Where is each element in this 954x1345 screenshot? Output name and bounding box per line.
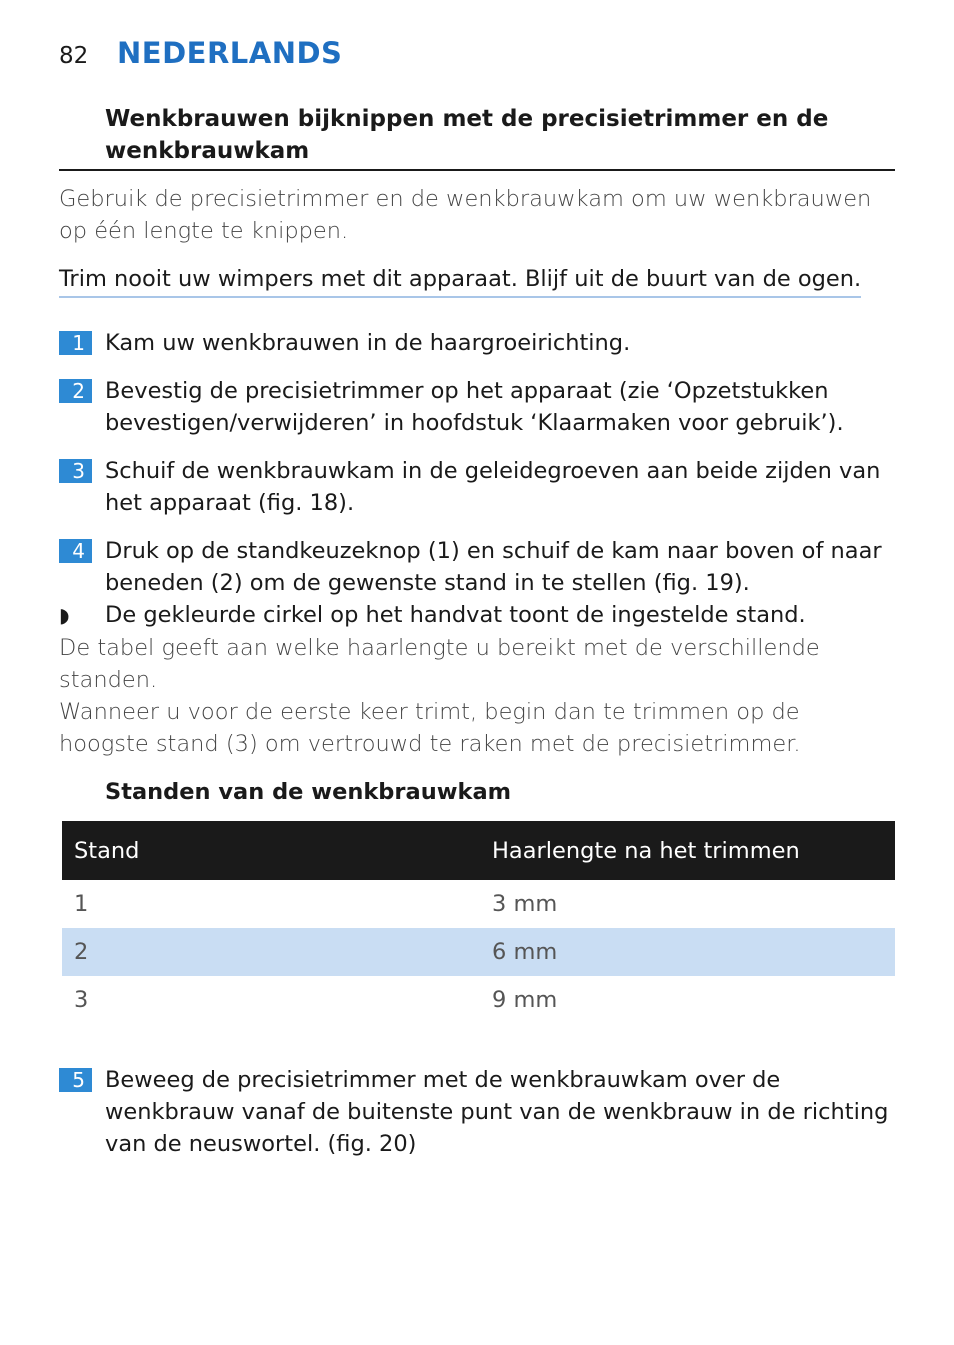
step-1 <box>59 327 895 359</box>
cell-stand: 1 <box>74 891 89 917</box>
table-header-row <box>62 821 895 880</box>
table-title: Standen van de wenkbrauwkam <box>105 779 512 805</box>
step-text: Druk op de standkeuzeknop (1) en schuif de kam naar boven of naar beneden (2) om de gewenste stand in te stellen (fig. 19). <box>105 538 882 596</box>
step-text: Schuif de wenkbrauwkam in de geleidegroeven aan beide zijden van het apparaat (fig. 18). <box>105 458 881 516</box>
step-text: Beweeg de precisietrimmer met de wenkbrauwkam over de wenkbrauw vanaf de buitenste punt van de wenkbrauw in de richting van de neuswortel. (fig. 20) <box>105 1067 889 1157</box>
column-header-length: Haarlengte na het trimmen <box>480 821 895 880</box>
cell-stand: 2 <box>62 928 480 976</box>
section-title: Wenkbrauwen bijknippen met de precisietrimmer en de wenkbrauwkam <box>105 106 829 164</box>
result-bullet <box>59 599 895 631</box>
table-row <box>62 976 895 1024</box>
step-5 <box>59 1064 895 1160</box>
step-2 <box>59 375 895 439</box>
settings-table <box>62 821 895 1024</box>
title-divider <box>59 169 895 171</box>
step-3 <box>59 455 895 519</box>
intro-paragraph: Gebruik de precisietrimmer en de wenkbrauwkam om uw wenkbrauwen op één lengte te knippen. <box>59 186 872 244</box>
page-header <box>59 36 342 70</box>
step-number-badge: 2 <box>59 379 92 403</box>
column-header-stand: Stand <box>62 821 480 880</box>
cell-length: 6 mm <box>480 928 895 976</box>
language-heading: NEDERLANDS <box>117 36 343 70</box>
step-text: Kam uw wenkbrauwen in de haargroeirichting. <box>105 330 631 356</box>
cell-length: 3 mm <box>492 891 558 917</box>
step-number-badge: 1 <box>59 331 92 355</box>
table-row <box>62 928 895 976</box>
first-use-paragraph: Wanneer u voor de eerste keer trimt, begin dan te trimmen op de hoogste stand (3) om vertrouwd te raken met de precisietrimmer. <box>59 699 801 757</box>
step-text: Bevestig de precisietrimmer op het apparaat (zie ‘Opzetstukken bevestigen/verwijderen’ in hoofdstuk ‘Klaarmaken voor gebruik’). <box>105 378 844 436</box>
bullet-icon: ◗ <box>59 603 70 627</box>
step-number-badge: 5 <box>59 1068 92 1092</box>
table-row <box>62 880 895 928</box>
bullet-text: De gekleurde cirkel op het handvat toont de ingestelde stand. <box>105 602 806 628</box>
step-number-badge: 3 <box>59 459 92 483</box>
warning-text: Trim nooit uw wimpers met dit apparaat. Blijf uit de buurt van de ogen. <box>59 263 861 298</box>
step-number-badge: 4 <box>59 539 92 563</box>
table-intro-paragraph: De tabel geeft aan welke haarlengte u bereikt met de verschillende standen. <box>59 635 820 693</box>
cell-stand: 3 <box>74 987 89 1013</box>
step-4 <box>59 535 895 599</box>
page-number: 82 <box>59 43 89 69</box>
cell-length: 9 mm <box>492 987 558 1013</box>
